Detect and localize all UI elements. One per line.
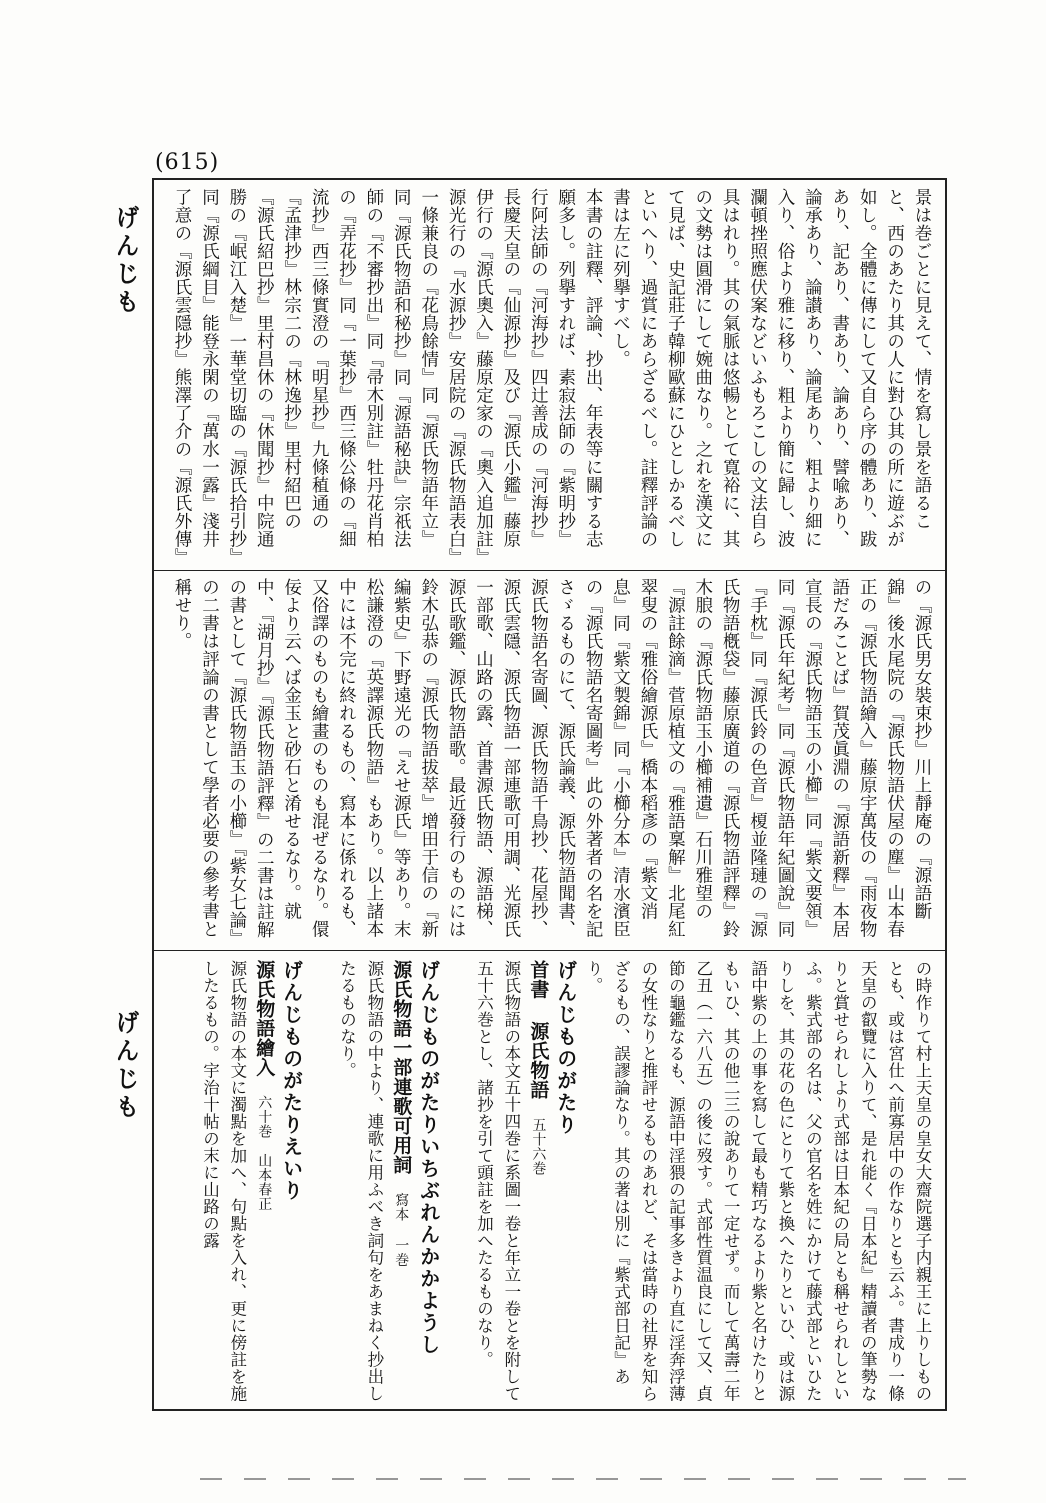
entry-head: げんじものがたりえいり	[279, 960, 304, 1202]
entry-meta: 五十六巻	[530, 1117, 547, 1176]
page-frame	[152, 178, 947, 1411]
entry-text: 源氏物語の本文に濁點を加へ、句點を入れ、更に傍註を施したるもの。宇治十帖の末に山路の露	[200, 960, 247, 1402]
section-divider-2	[154, 950, 945, 951]
section-2-text: の『源氏男女裝束抄』川上靜庵の『源語斷錦』後水尾院の『源氏物語伏屋の塵』山本春正の『源氏物語繪入』藤原宇萬伎の『雨夜物語だみことば』賀茂眞淵の『源語新釋』本居宣長の『源氏物語玉の小櫛』同『紫文要領』同『源氏年紀考』同『源氏物語年紀圖說』同『手枕』同『源氏鈴の色音』榎並隆璉の『源氏物語槪袋』藤原廣道の『源氏物語評釋』鈴木朖の『源氏物語玉小櫛補遺』石川雅望の『源註餘滴』菅原植文の『雅語稟解』北尾紅翠叟の『雅俗繪源氏』橋本稻彥の『紫文消息』同『紫文製錦』同『小櫛分本』清水濱臣の『源氏物語名寄圖考』此の外著者の名を記さゞるものにて、源氏論義、源氏物語聞書、源氏物語名寄圖、源氏物語千鳥抄、花屋抄、源氏雲隱、源氏物語一部連歌可用調、光源氏一部歌、山路の露、首書源氏物語、源語梯、源氏歌鑑、源氏物語歌。最近發行のものには鈴木弘恭の『源氏物語拔萃』增田于信の『新編紫史』下野遠光の『えせ源氏』等あり。末松謙澄の『英譯源氏物語』もあり。以上諸本中には不完に終れるもの、寫本に係れるも、又俗譯のものも繪畫のものも混ぜるなり。儇佞より云へば金玉と砂石と淆せるなり。就中、『湖月抄』『源氏物語評釋』の二書は註解の書として『源氏物語玉の小櫛』『紫女七論』の二書は評論の書として學者必要の參考書と稱せり。	[172, 578, 932, 939]
section-3	[166, 960, 935, 1405]
page-number: (615)	[155, 150, 220, 175]
running-head-top: げんじも	[111, 205, 140, 317]
section-3-continuation: の時作りて村上天皇の皇女大齋院選子内親王に上りしものとも、或は宮仕へ前寡居中の作なりとも云ふ。書成り一條天皇の叡覽に入りて、是れ能く『日本紀』精讀者の筆勢なりと賞せられしより式部は日本紀の局とも稱せられしといふ。紫式部の名は、父の官名を姓にかけて藤式部といひたりしを、其の花の色にとりて紫と換へたりといひ、或は源語中紫の上の事を寫して最も精巧なるより紫と名けたりともいひ、其の他二三の說ありて一定せず。而して萬壽二年乙丑（一六八五）の後に歿す。式部性質温良にして又、貞節の龜鑑なるも、源語中淫猥の記事多きより直に淫奔浮薄の女性なりと推評せるものあれど、そは當時の社界を知らざるもの、誤謬論なり。其の著は別に『紫式部日記』あり。	[584, 960, 932, 1402]
entry-title: 源氏物語繪入	[253, 960, 276, 1077]
entry-text: 源氏物語の本文五十四巻に系圖一卷と年立一卷とを附して五十六巻とし、諸抄を引て頭註を加へたるものなり。	[474, 960, 521, 1402]
entry-title: 源氏物語一部連歌可用詞	[390, 960, 413, 1175]
entry-head: げんじものがたり	[553, 960, 578, 1136]
entry-title: 首書 源氏物語	[527, 960, 550, 1100]
section-1-text: 景は巻ごとに見えて、情を寫し景を語ること、西のあたり其の人に對ひ其の所に遊ぶが如し。全體に傳にして又自ら序の體あり、跋あり、記あり、書あり、論あり、譬喩あり、論承あり、論讃あり、論尾あり、粗より細に入り、俗より雅に移り、粗より簡に歸し、波瀾頓挫照應伏案などいふもろこしの文法自ら具はれり。其の氣脈は悠暢として寛裕に、其の文勢は圓滑にして婉曲なり。之れを漢文にて見ば、史記莊子韓柳歐蘇にひとしかるべしといへり、過賞にあらざるべし。註釋評論の書は左に列擧すべし。 本書の註釋、評論、抄出、年表等に關する志願多し。列擧すれば、素寂法師の『紫明抄』行阿法師の『河海抄』四辻善成の『河海抄』長慶天皇の『仙源抄』及び『源氏小鑑』藤原伊行の『源氏奧入』藤原定家の『奧入追加註』源光行の『水源抄』安居院の『源氏物語表白』一條兼良の『花鳥餘情』同『源氏物語年立』同『源氏物語和秘抄』同『源語秘訣』宗祇法師の『不審抄出』同『帚木別註』牡丹花肖柏の『弄花抄』同『一葉抄』西三條公條の『細流抄』西三條實澄の『明星抄』九條稙通の『孟津抄』林宗二の『林逸抄』里村紹巴の『源氏紹巴抄』里村昌休の『休聞抄』中院通勝の『岷江入楚』一華堂切臨の『源氏拾引抄』同『源氏綱目』能登永閑の『萬水一露』淺井了意の『源氏雲隱抄』熊澤了介の『源氏外傳』	[172, 188, 932, 558]
entry-text: 源氏物語の中より、連歌に用ふべき詞句をあまねく抄出したるものなり。	[337, 960, 384, 1402]
entry-head: げんじものがたりいちぶれんかかようし	[416, 960, 441, 1356]
entry-meta: 寫本 一巻	[393, 1192, 410, 1267]
dictionary-entry	[332, 960, 442, 1405]
dictionary-entry	[195, 960, 305, 1405]
entry-meta: 六十巻 山本春正	[256, 1095, 273, 1211]
section-divider-1	[154, 570, 945, 571]
running-head-bottom: げんじも	[111, 1010, 140, 1122]
dictionary-entry	[469, 960, 579, 1405]
scan-artifact-dashes	[200, 1478, 966, 1480]
